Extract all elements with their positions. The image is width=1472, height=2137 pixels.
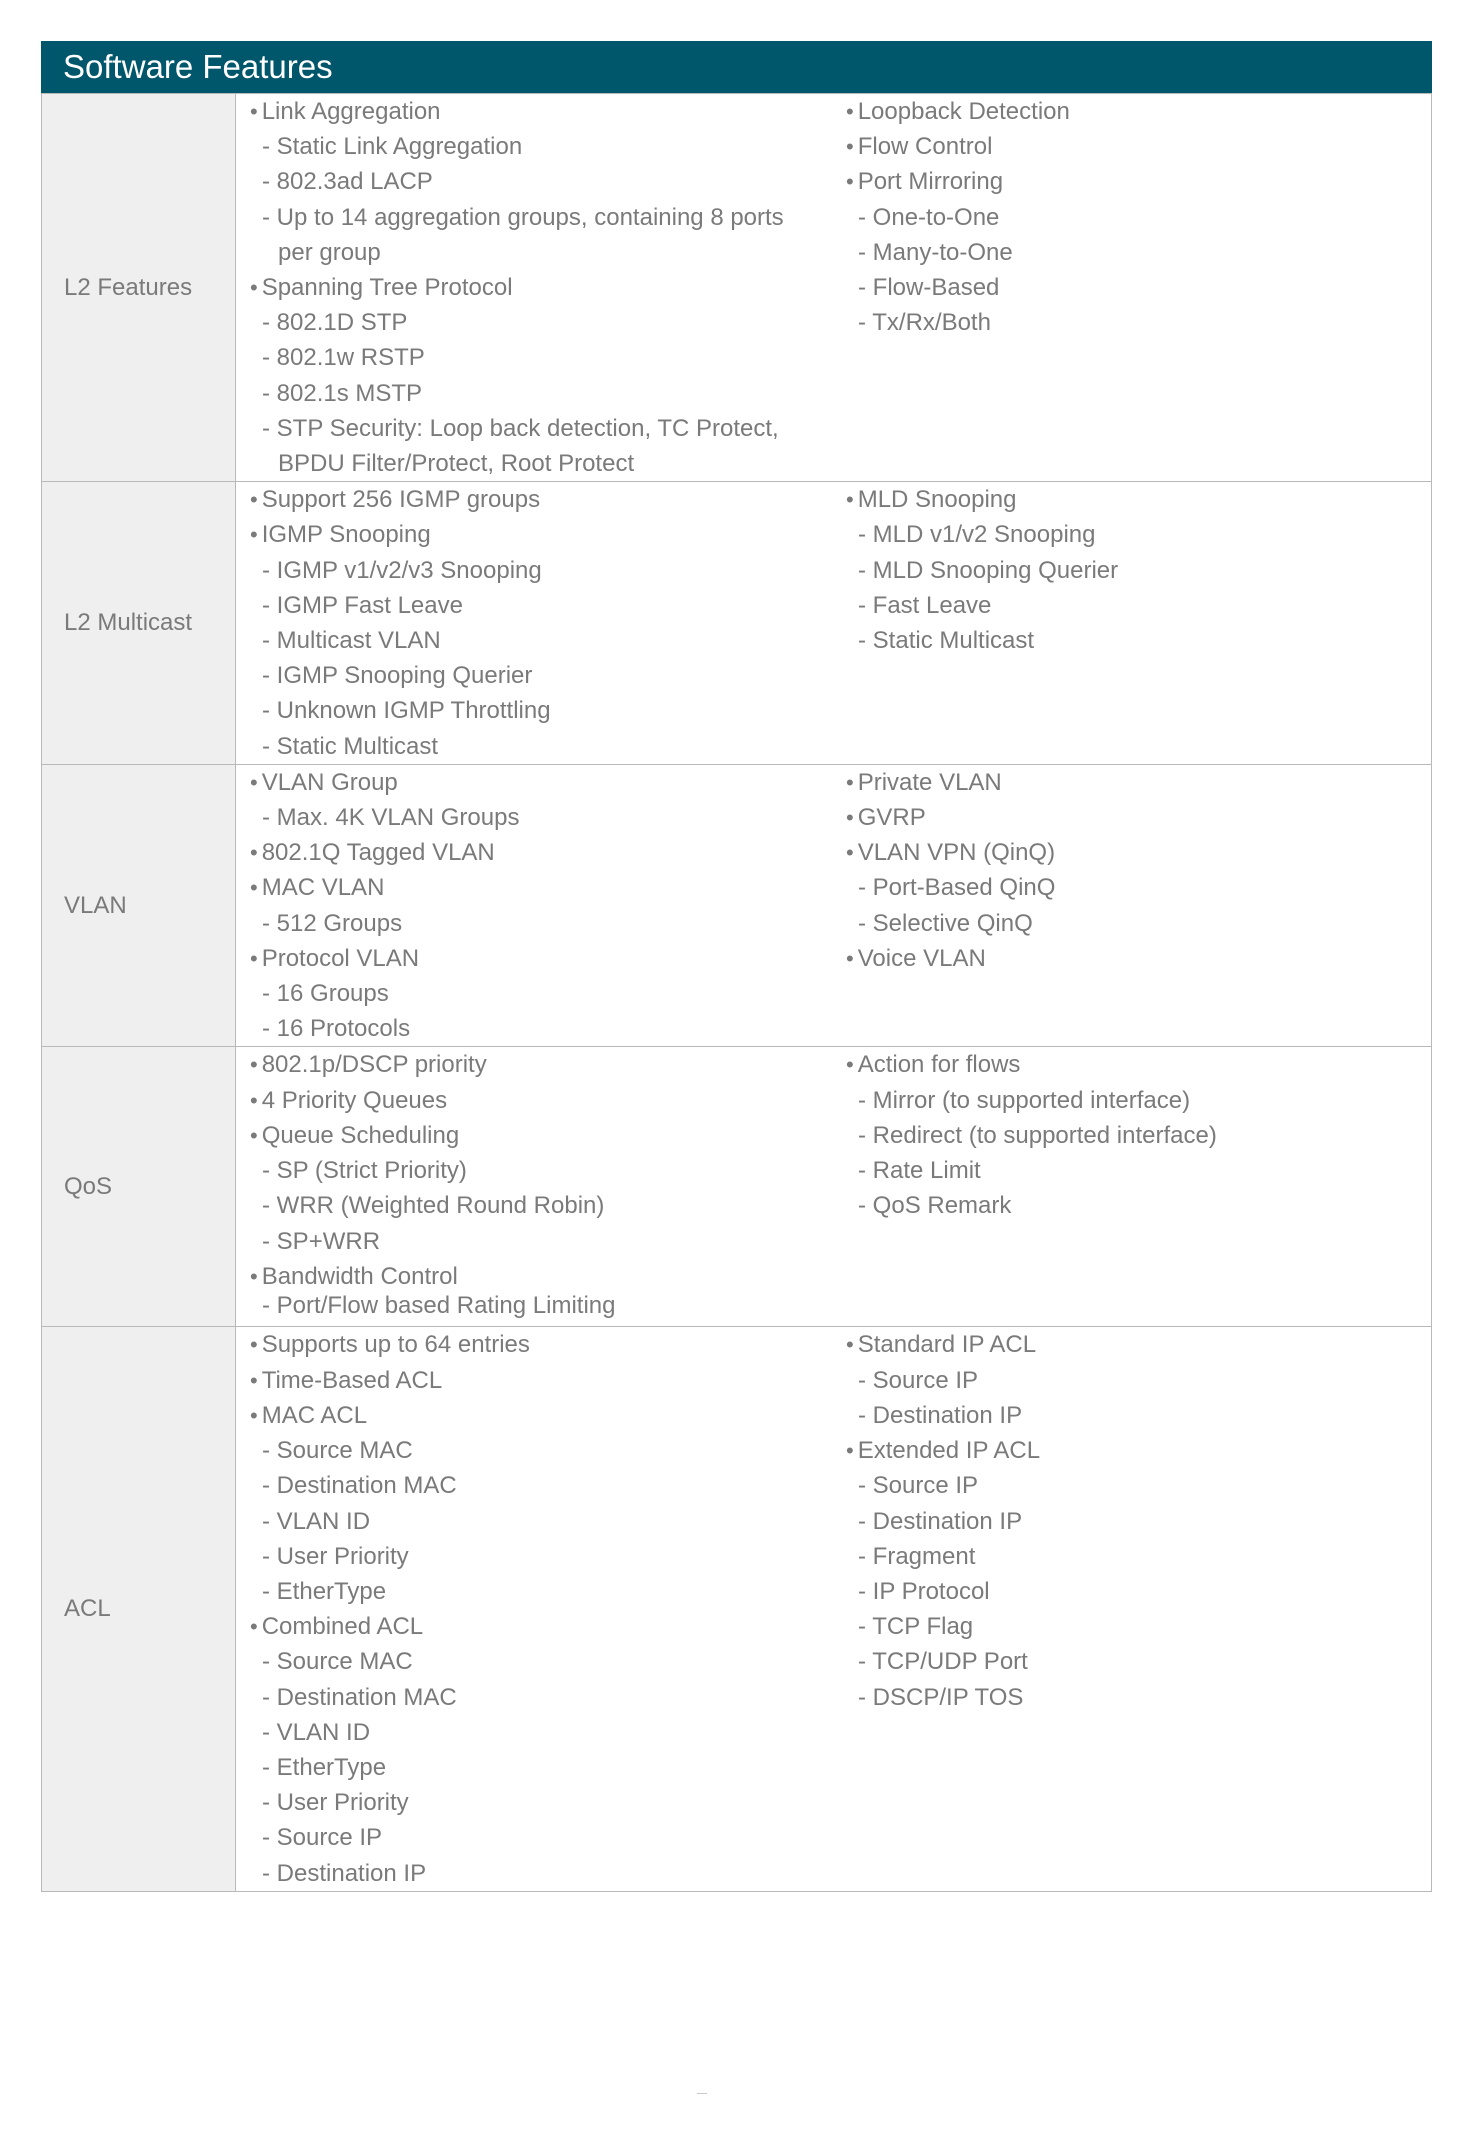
feature-category-label: QoS: [42, 1047, 236, 1327]
feature-column-right: [834, 1327, 1424, 1890]
feature-column-left: [236, 765, 834, 1047]
feature-columns: [236, 482, 1431, 764]
feature-item: • Link Aggregation: [250, 94, 834, 129]
feature-item: • Extended IP ACL: [846, 1433, 1424, 1468]
feature-sub-item: - Up to 14 aggregation groups, containing 8 ports: [250, 200, 834, 235]
feature-sub-item: - SP+WRR: [250, 1224, 834, 1259]
feature-sub-item: - IP Protocol: [846, 1574, 1424, 1609]
feature-sub-item: - Port-Based QinQ: [846, 870, 1424, 905]
feature-item: • Voice VLAN: [846, 941, 1424, 976]
feature-sub-item: - Source IP: [250, 1820, 834, 1855]
feature-sub-item: - Multicast VLAN: [250, 623, 834, 658]
feature-details: [236, 1327, 1432, 1891]
feature-sub-item: - Rate Limit: [846, 1153, 1424, 1188]
feature-column-left: [236, 1327, 834, 1890]
feature-item: • Spanning Tree Protocol: [250, 270, 834, 305]
feature-sub-item: - MLD v1/v2 Snooping: [846, 517, 1424, 552]
feature-item: • 802.1Q Tagged VLAN: [250, 835, 834, 870]
feature-item: • Combined ACL: [250, 1609, 834, 1644]
feature-item: • VLAN VPN (QinQ): [846, 835, 1424, 870]
software-features-sheet: [41, 41, 1432, 1892]
feature-item: • Queue Scheduling: [250, 1118, 834, 1153]
feature-item: • MAC ACL: [250, 1398, 834, 1433]
features-table-body: [42, 94, 1432, 1892]
feature-sub-item: - Many-to-One: [846, 235, 1424, 270]
feature-sub-item: - SP (Strict Priority): [250, 1153, 834, 1188]
feature-item: • Action for flows: [846, 1047, 1424, 1082]
feature-sub-item: - Source MAC: [250, 1644, 834, 1679]
feature-sub-item: - IGMP v1/v2/v3 Snooping: [250, 553, 834, 588]
feature-sub-item: - 512 Groups: [250, 906, 834, 941]
feature-sub-item: - Static Multicast: [250, 729, 834, 764]
feature-sub-item: - Fast Leave: [846, 588, 1424, 623]
feature-item: • IGMP Snooping: [250, 517, 834, 552]
feature-sub-item: - Unknown IGMP Throttling: [250, 693, 834, 728]
feature-sub-item: - EtherType: [250, 1750, 834, 1785]
feature-item: • Port Mirroring: [846, 164, 1424, 199]
feature-item: • Bandwidth Control: [250, 1259, 834, 1294]
feature-sub-item: - Selective QinQ: [846, 906, 1424, 941]
feature-sub-item: - User Priority: [250, 1539, 834, 1574]
feature-sub-item: - WRR (Weighted Round Robin): [250, 1188, 834, 1223]
feature-category-label: L2 Multicast: [42, 482, 236, 765]
feature-columns: [236, 1327, 1431, 1890]
feature-item: • MLD Snooping: [846, 482, 1424, 517]
features-table: [41, 93, 1432, 1892]
feature-row: [42, 764, 1432, 1047]
feature-category-label: VLAN: [42, 764, 236, 1047]
feature-item: • Time-Based ACL: [250, 1363, 834, 1398]
feature-row: [42, 1327, 1432, 1891]
feature-sub-item: - Static Multicast: [846, 623, 1424, 658]
feature-details: [236, 764, 1432, 1047]
feature-sub-item: - Port/Flow based Rating Limiting: [250, 1294, 834, 1318]
feature-sub-item: - TCP Flag: [846, 1609, 1424, 1644]
feature-sub-item: - One-to-One: [846, 200, 1424, 235]
feature-column-left: [236, 482, 834, 764]
feature-sub-item: - Fragment: [846, 1539, 1424, 1574]
feature-sub-item: - Source IP: [846, 1468, 1424, 1503]
feature-sub-item: - Redirect (to supported interface): [846, 1118, 1424, 1153]
feature-item: • Standard IP ACL: [846, 1327, 1424, 1362]
feature-item: • 4 Priority Queues: [250, 1083, 834, 1118]
feature-sub-item: - Source MAC: [250, 1433, 834, 1468]
feature-sub-item: per group: [278, 238, 381, 266]
feature-category-label: L2 Features: [42, 94, 236, 482]
feature-column-right: [834, 1047, 1424, 1317]
feature-item: • Flow Control: [846, 129, 1424, 164]
feature-category-label: ACL: [42, 1327, 236, 1891]
feature-column-left: [236, 1047, 834, 1317]
feature-sub-item: - 802.1D STP: [250, 305, 834, 340]
feature-column-left: [236, 94, 834, 481]
feature-sub-item: - Source IP: [846, 1363, 1424, 1398]
feature-row: [42, 1047, 1432, 1327]
feature-sub-item: - Mirror (to supported interface): [846, 1083, 1424, 1118]
feature-row: [42, 94, 1432, 482]
feature-sub-item: - User Priority: [250, 1785, 834, 1820]
feature-column-right: [834, 765, 1424, 1047]
feature-item: • MAC VLAN: [250, 870, 834, 905]
feature-details: [236, 94, 1432, 482]
feature-sub-item: - 16 Protocols: [250, 1011, 834, 1046]
feature-sub-item: - IGMP Fast Leave: [250, 588, 834, 623]
feature-sub-item: - VLAN ID: [250, 1504, 834, 1539]
feature-item: • VLAN Group: [250, 765, 834, 800]
feature-item: • Loopback Detection: [846, 94, 1424, 129]
feature-sub-item: - IGMP Snooping Querier: [250, 658, 834, 693]
feature-row: [42, 482, 1432, 765]
feature-item: • GVRP: [846, 800, 1424, 835]
feature-sub-item: - 16 Groups: [250, 976, 834, 1011]
feature-sub-item: - Destination MAC: [250, 1468, 834, 1503]
feature-item: • Protocol VLAN: [250, 941, 834, 976]
feature-item: • Supports up to 64 entries: [250, 1327, 834, 1362]
feature-columns: [236, 765, 1431, 1047]
feature-sub-item: - 802.3ad LACP: [250, 164, 834, 199]
feature-sub-item: - EtherType: [250, 1574, 834, 1609]
feature-columns: [236, 1047, 1431, 1317]
feature-sub-item: - Destination IP: [846, 1504, 1424, 1539]
feature-sub-item: - Max. 4K VLAN Groups: [250, 800, 834, 835]
feature-item: • Support 256 IGMP groups: [250, 482, 834, 517]
feature-sub-item: - 802.1s MSTP: [250, 376, 834, 411]
feature-details: [236, 1047, 1432, 1327]
feature-sub-item: - 802.1w RSTP: [250, 340, 834, 375]
feature-sub-item: - Destination IP: [846, 1398, 1424, 1433]
feature-item: • 802.1p/DSCP priority: [250, 1047, 834, 1082]
feature-sub-item: - DSCP/IP TOS: [846, 1680, 1424, 1715]
feature-column-right: [834, 94, 1424, 481]
feature-details: [236, 482, 1432, 765]
feature-item: • Private VLAN: [846, 765, 1424, 800]
feature-column-right: [834, 482, 1424, 764]
feature-sub-item: BPDU Filter/Protect, Root Protect: [278, 450, 635, 478]
feature-sub-item: - VLAN ID: [250, 1715, 834, 1750]
feature-sub-item: - Static Link Aggregation: [250, 129, 834, 164]
section-title: Software Features: [41, 41, 1432, 93]
feature-sub-item: - Flow-Based: [846, 270, 1424, 305]
feature-sub-item: - MLD Snooping Querier: [846, 553, 1424, 588]
feature-sub-item: - STP Security: Loop back detection, TC Protect,: [250, 411, 834, 446]
feature-sub-item: - QoS Remark: [846, 1188, 1424, 1223]
feature-columns: [236, 94, 1431, 481]
feature-sub-item: - Tx/Rx/Both: [846, 305, 1424, 340]
feature-sub-item: - TCP/UDP Port: [846, 1644, 1424, 1679]
feature-sub-item: - Destination MAC: [250, 1680, 834, 1715]
feature-sub-item: - Destination IP: [250, 1856, 834, 1891]
page-number-mark: [697, 2093, 707, 2094]
